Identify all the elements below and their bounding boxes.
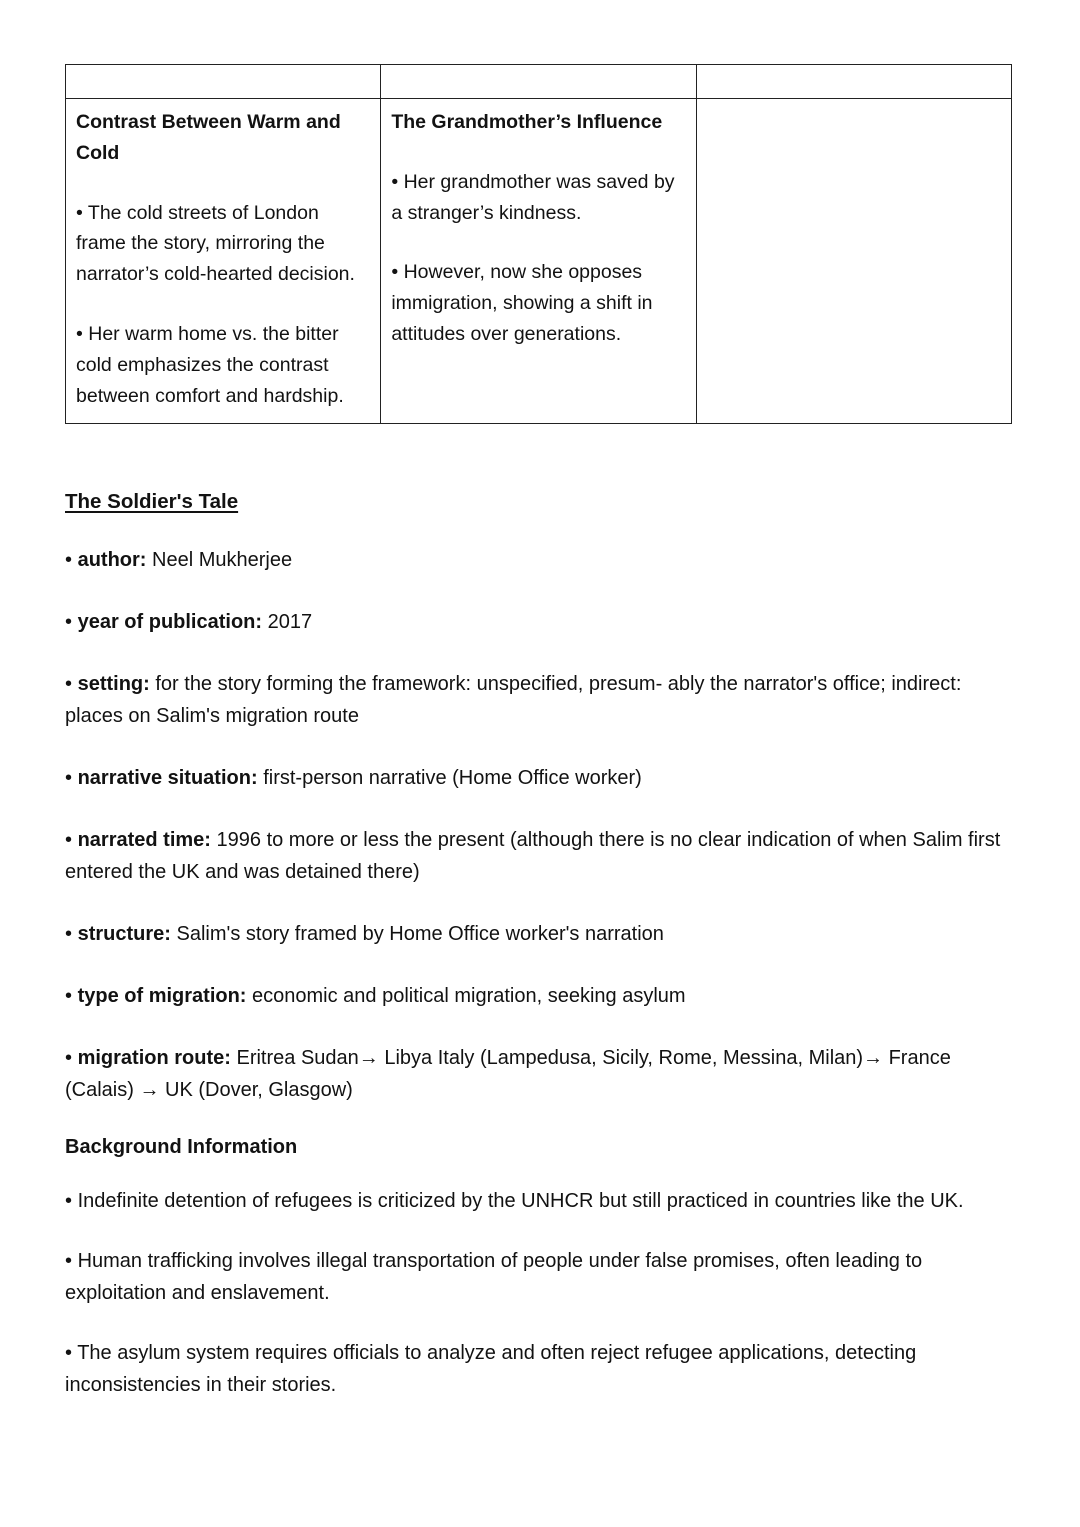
- bullet-marker: •: [65, 549, 73, 572]
- section-title-background-information: Background Information: [65, 1136, 298, 1159]
- bullet-marker: •: [65, 829, 73, 852]
- fact-text: economic and political migration, seeking asylum: [252, 985, 686, 1008]
- background-bullet-text: Indefinite detention of refugees is criticized by the UNHCR but still practiced in countries like the UK.: [77, 1190, 964, 1213]
- cell-bullet-text: Her warm home vs. the bitter cold emphasizes the contrast between comfort and hardship.: [76, 322, 344, 407]
- fact-setting: [65, 668, 1012, 732]
- fact-label: type of migration:: [77, 985, 247, 1008]
- fact-text: first-person narrative (Home Office worker): [263, 767, 642, 790]
- table-spacer-cell: [66, 65, 381, 99]
- bullet-marker: •: [65, 673, 73, 696]
- fact-narrated-time: [65, 824, 1012, 888]
- bullet-marker: •: [65, 1342, 73, 1365]
- bullet-marker: •: [76, 201, 83, 224]
- fact-text: Salim's story framed by Home Office worker's narration: [176, 923, 664, 946]
- bullet-marker: •: [65, 767, 73, 790]
- cell-bullet: [76, 319, 366, 411]
- cell-bullet: [76, 198, 366, 290]
- table-cell-grandmother: [381, 99, 696, 424]
- table-content-row: [66, 99, 1012, 424]
- table-cell-empty: [696, 99, 1011, 424]
- background-bullet-asylum-system: [65, 1337, 1012, 1401]
- section-title-soldiers-tale: The Soldier's Tale: [65, 490, 239, 514]
- cell-bullet: [391, 167, 681, 229]
- bullet-marker: •: [65, 985, 73, 1008]
- bullet-marker: •: [65, 1190, 73, 1213]
- analysis-table: [65, 64, 1012, 424]
- fact-text: for the story forming the framework: unspecified, presum- ably the narrator's office; indirect: places on Salim's migration route: [65, 673, 962, 728]
- bullet-marker: •: [65, 1047, 73, 1070]
- fact-narrative-situation: [65, 762, 1012, 794]
- fact-text: Neel Mukherjee: [152, 549, 293, 572]
- fact-text: Eritrea Sudan→ Libya Italy (Lampedusa, Sicily, Rome, Messina, Milan)→ France (Calais) → UK (Dover, Glasgow): [65, 1047, 951, 1102]
- background-bullet-trafficking: [65, 1245, 1012, 1309]
- fact-author: [65, 544, 1012, 576]
- table-spacer-row: [66, 65, 1012, 99]
- cell-heading: The Grandmother’s Influence: [391, 111, 663, 133]
- cell-bullet: [391, 257, 681, 349]
- fact-label: setting:: [77, 673, 150, 696]
- bullet-marker: •: [65, 923, 73, 946]
- background-bullet-text: Human trafficking involves illegal transportation of people under false promises, often leading to exploitation and enslavement.: [65, 1250, 923, 1305]
- cell-bullet-text: However, now she opposes immigration, showing a shift in attitudes over generations.: [391, 261, 653, 345]
- fact-text: 1996 to more or less the present (although there is no clear indication of when Salim first entered the UK and was detained there): [65, 829, 1001, 884]
- fact-year: [65, 606, 1012, 638]
- bullet-marker: •: [391, 261, 399, 284]
- bullet-marker: •: [65, 1250, 73, 1273]
- fact-label: structure:: [77, 923, 171, 946]
- bullet-marker: •: [76, 322, 83, 345]
- bullet-marker: •: [391, 170, 399, 193]
- table-spacer-cell: [381, 65, 696, 99]
- cell-bullet-text: Her grandmother was saved by a stranger’s kindness.: [391, 170, 675, 224]
- fact-structure: [65, 918, 1012, 950]
- fact-label: year of publication:: [77, 611, 263, 634]
- fact-migration-route: [65, 1042, 1012, 1106]
- fact-text: 2017: [267, 611, 313, 634]
- table-cell-warm-cold: [66, 99, 381, 424]
- fact-label: migration route:: [77, 1047, 231, 1070]
- background-bullet-detention: [65, 1185, 1012, 1217]
- fact-label: author:: [77, 549, 147, 572]
- fact-label: narrated time:: [77, 829, 211, 852]
- fact-label: narrative situation:: [77, 767, 258, 790]
- background-bullet-text: The asylum system requires officials to analyze and often reject refugee applications, detecting inconsistencies in their stories.: [65, 1342, 917, 1397]
- table-spacer-cell: [696, 65, 1011, 99]
- bullet-marker: •: [65, 611, 73, 634]
- fact-type-of-migration: [65, 980, 1012, 1012]
- cell-heading: Contrast Between Warm and Cold: [76, 111, 341, 164]
- cell-bullet-text: The cold streets of London frame the story, mirroring the narrator’s cold-hearted decision.: [76, 201, 355, 286]
